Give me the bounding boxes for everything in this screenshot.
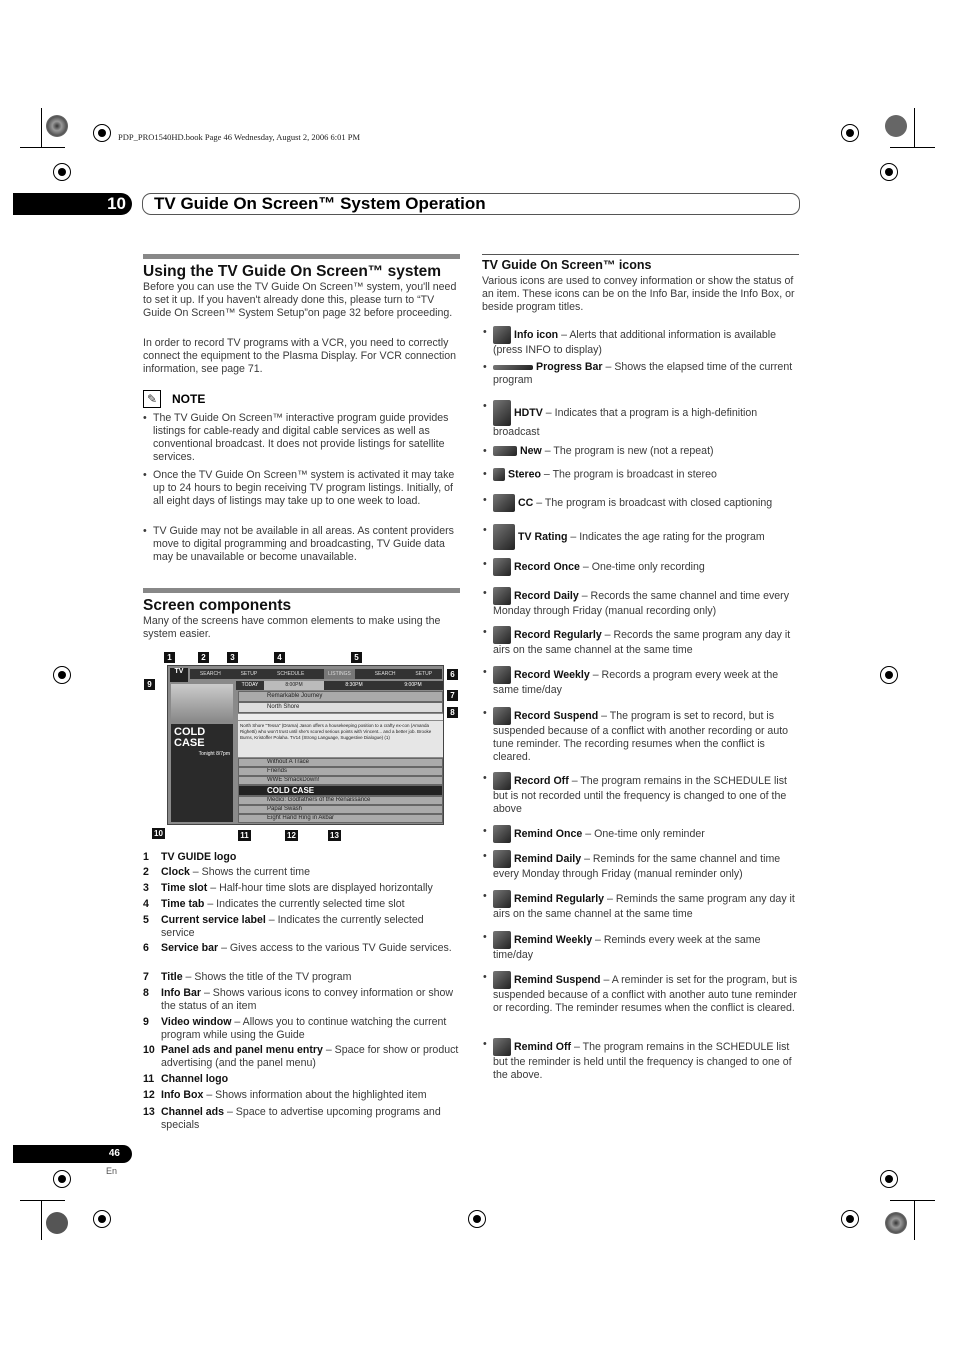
- registration-rosette: [46, 1212, 68, 1234]
- stereo-icon: [493, 468, 505, 481]
- icon-item-stereo: • Stereo – The program is broadcast in stereo: [483, 468, 799, 481]
- icon-item-cc: • CC – The program is broadcast with closed captioning: [483, 494, 799, 512]
- note-label: NOTE: [172, 392, 206, 406]
- icons-intro: Various icons are used to convey information or show the status of an item. These icons can be on the Info Bar, inside the Info Box, or beside program titles.: [482, 275, 795, 313]
- service-bar-item[interactable]: SEARCH: [374, 671, 396, 677]
- service-bar: [190, 669, 442, 679]
- crosshair-mark: [880, 666, 898, 684]
- icon-item-info: • Info icon – Alerts that additional information is available (press INFO to display): [483, 326, 799, 357]
- tv-guide-logo: TV: [170, 668, 188, 682]
- crosshair-mark: [880, 163, 898, 181]
- crosshair-mark: [841, 1210, 859, 1228]
- time-slot[interactable]: 9:00PM: [404, 682, 422, 688]
- hdtv-icon: [493, 400, 511, 426]
- registration-rosette: [885, 115, 907, 137]
- language-label: En: [106, 1166, 118, 1176]
- new-icon: [493, 446, 517, 456]
- channel-ad: COLD CASE: [238, 785, 443, 796]
- using-paragraph: In order to record TV programs with a VCR, you need to correctly connect the equipment to the Plasma Display. For VCR connection information, see page 71.: [143, 337, 457, 375]
- panel-ad-subtitle: Tonight 8/7pm: [198, 751, 230, 757]
- listing-row[interactable]: North Shore: [238, 702, 443, 713]
- remind-suspend-icon: [493, 971, 511, 989]
- callout-badge: 12: [285, 830, 298, 841]
- component-item: 12 Info Box – Shows information about the highlighted item: [143, 1089, 427, 1101]
- icon-item-remind-regularly: • Remind Regularly – Reminds the same program any day it airs on the same channel at the same time: [483, 890, 799, 921]
- crosshair-mark: [468, 1210, 486, 1228]
- service-bar-item[interactable]: SETUP: [415, 671, 433, 677]
- icon-item-progress: • Progress Bar – Shows the elapsed time of the current program: [483, 361, 799, 387]
- note-icon: ✎: [143, 390, 161, 408]
- page-number: 46: [108, 1148, 120, 1159]
- time-slot-row: [236, 681, 443, 690]
- service-bar-item-current[interactable]: LISTINGS: [324, 669, 355, 679]
- service-bar-item[interactable]: SEARCH: [199, 671, 221, 677]
- icon-item-record-off: • Record Off – The program remains in the SCHEDULE list but is not recorded until the frequency is changed to one of the above: [483, 772, 799, 816]
- listing-row[interactable]: Papal Swash: [238, 805, 443, 814]
- icon-item-remind-daily: • Remind Daily – Reminds for the same channel and time every Monday through Friday (manual reminder only): [483, 850, 799, 881]
- tv-rating-icon: [493, 524, 515, 550]
- print-header: PDP_PRO1540HD.book Page 46 Wednesday, August 2, 2006 6:01 PM: [118, 132, 361, 142]
- record-regularly-icon: [493, 626, 511, 644]
- icon-item-record-suspend: • Record Suspend – The program is set to record, but is suspended because of a conflict with another recording or auto tune reminder. The recording resumes when the conflict is cleared.: [483, 707, 799, 764]
- crosshair-mark: [53, 1170, 71, 1188]
- listing-row[interactable]: Eight Hand Ring in Akbar: [238, 814, 443, 823]
- callout-badge: 10: [152, 828, 165, 839]
- remind-weekly-icon: [493, 931, 511, 949]
- component-item: 9 Video window – Allows you to continue watching the current program while using the Guide: [143, 1016, 447, 1041]
- chapter-title: TV Guide On Screen™ System Operation: [154, 194, 486, 213]
- crosshair-mark: [53, 163, 71, 181]
- using-paragraph: Before you can use the TV Guide On Screen™ system, you'll need to set it up. If you haven't already done this, please turn to “TV Guide On Screen™ System Setup”on page 32 before proceeding.: [143, 281, 457, 319]
- crosshair-mark: [53, 666, 71, 684]
- record-suspend-icon: [493, 707, 511, 725]
- remind-regularly-icon: [493, 890, 511, 908]
- time-slot[interactable]: 8:30PM: [345, 682, 363, 688]
- component-item: 1 TV GUIDE logo: [143, 851, 237, 863]
- icon-item-new: • New – The program is new (not a repeat): [483, 445, 799, 458]
- cc-icon: [493, 494, 515, 512]
- callout-badge: 9: [144, 679, 155, 690]
- icon-item-remind-once: • Remind Once – One-time only reminder: [483, 825, 799, 843]
- icons-heading: TV Guide On Screen™ icons: [482, 254, 799, 272]
- icon-item-record-once: • Record Once – One-time only recording: [483, 558, 799, 576]
- crosshair-mark: [841, 124, 859, 142]
- listing-row[interactable]: WWE SmackDown!: [238, 776, 443, 785]
- icon-item-tv-rating: • TV Rating – Indicates the age rating for the program: [483, 524, 799, 550]
- callout-badge: 8: [447, 707, 458, 718]
- component-item: 13 Channel ads – Space to advertise upcoming programs and specials: [143, 1106, 441, 1131]
- using-heading: Using the TV Guide On Screen™ system: [143, 254, 460, 281]
- component-item: 11 Channel logo: [143, 1073, 229, 1085]
- record-once-icon: [493, 558, 511, 576]
- icon-item-remind-suspend: • Remind Suspend – A reminder is set for the program, but is suspended because of a conflict with another auto tune reminder or recording. The reminder resumes when the conflict is cleared.: [483, 971, 799, 1015]
- icon-item-hdtv: • HDTV – Indicates that a program is a high-definition broadcast: [483, 400, 799, 439]
- callout-badge: 3: [227, 652, 238, 663]
- listing-row[interactable]: Without A Trace: [238, 758, 443, 767]
- panel-ad-title: COLD CASE: [174, 726, 206, 749]
- callout-badge: 1: [164, 652, 175, 663]
- time-tab[interactable]: 8:00PM: [264, 681, 324, 690]
- crosshair-mark: [93, 1210, 111, 1228]
- remind-off-icon: [493, 1038, 511, 1056]
- panel-ad: [171, 724, 233, 822]
- progress-bar-icon: [493, 365, 533, 370]
- callout-badge: 6: [447, 669, 458, 680]
- remind-once-icon: [493, 825, 511, 843]
- chapter-title-bar: [142, 193, 800, 215]
- component-item: 8 Info Bar – Shows various icons to convey information or show the status of an item: [143, 987, 454, 1012]
- icon-item-record-daily: • Record Daily – Records the same channel and time every Monday through Friday (manual recording only): [483, 587, 799, 618]
- service-bar-item[interactable]: SCHEDULE: [277, 671, 305, 677]
- record-weekly-icon: [493, 666, 511, 684]
- component-item: 6 Service bar – Gives access to the various TV Guide services.: [143, 942, 452, 954]
- component-item: 2 Clock – Shows the current time: [143, 866, 310, 878]
- callout-badge: 7: [447, 690, 458, 701]
- screen-components-heading: Screen components: [143, 588, 460, 615]
- callout-badge: 11: [238, 830, 251, 841]
- icon-item-remind-off: • Remind Off – The program remains in the SCHEDULE list but the reminder is held until the frequency is changed to one of the above.: [483, 1038, 799, 1082]
- callout-badge: 4: [274, 652, 285, 663]
- chapter-number: 10: [107, 194, 126, 213]
- crosshair-mark: [93, 124, 111, 142]
- callout-badge: 2: [198, 652, 209, 663]
- listing-row[interactable]: Friends: [238, 767, 443, 776]
- note-item: • The TV Guide On Screen™ interactive program guide provides listings for cable-ready and digital cable services as well as conventional broadcast. It does not provide listings for satellite services.: [143, 412, 460, 464]
- record-off-icon: [493, 772, 511, 790]
- component-item: 5 Current service label – Indicates the currently selected service: [143, 914, 424, 939]
- info-icon: [493, 326, 511, 344]
- component-item: 4 Time tab – Indicates the currently selected time slot: [143, 898, 405, 910]
- component-item: 7 Title – Shows the title of the TV program: [143, 971, 352, 983]
- info-bar: [238, 714, 443, 720]
- icon-item-remind-weekly: • Remind Weekly – Reminds every week at the same time/day: [483, 931, 799, 962]
- component-item: 3 Time slot – Half-hour time slots are displayed horizontally: [143, 882, 433, 894]
- service-bar-item[interactable]: SETUP: [240, 671, 258, 677]
- today-label: TODAY: [241, 682, 259, 688]
- record-daily-icon: [493, 587, 511, 605]
- remind-daily-icon: [493, 850, 511, 868]
- listing-row[interactable]: Medici: Godfathers of the Renaissance: [238, 796, 443, 805]
- screen-components-intro: Many of the screens have common elements to make using the system easier.: [143, 615, 441, 640]
- chapter-number-tab: [13, 193, 132, 215]
- video-window: [171, 684, 233, 722]
- icon-item-record-weekly: • Record Weekly – Records a program every week at the same time/day: [483, 666, 799, 697]
- component-item: 10 Panel ads and panel menu entry – Space for show or product advertising (and the panel menu): [143, 1044, 459, 1069]
- icon-item-record-regularly: • Record Regularly – Records the same program any day it airs on the same channel at the same time: [483, 626, 799, 657]
- crosshair-mark: [880, 1170, 898, 1188]
- callout-badge: 5: [351, 652, 362, 663]
- note-item: • Once the TV Guide On Screen™ system is activated it may take up to 24 hours to begin receiving TV program listings. Initially, of all eight days of listings may take up to one week to load.: [143, 469, 460, 508]
- page-number-tab: [13, 1145, 132, 1163]
- info-box: North Shore "Tessa" (Drama) Jason offers a housekeeping position to a crafty ex-con (Amanda Righetti) who won't trust until she's scored serious points with Vincent... and a better job. Brooke Burns, Kristoffer Polaha. TV14 (Strong Language, Suggestive Dialogue) (1): [238, 721, 443, 757]
- note-item: • TV Guide may not be available in all areas. As content providers move to digital programming and broadcasting, TV Guide data may be unavailable or become unavailable.: [143, 525, 460, 564]
- registration-rosette: [885, 1212, 907, 1234]
- callout-badge: 13: [328, 830, 341, 841]
- listing-row[interactable]: Remarkable Journey: [238, 691, 443, 702]
- registration-rosette: [46, 115, 68, 137]
